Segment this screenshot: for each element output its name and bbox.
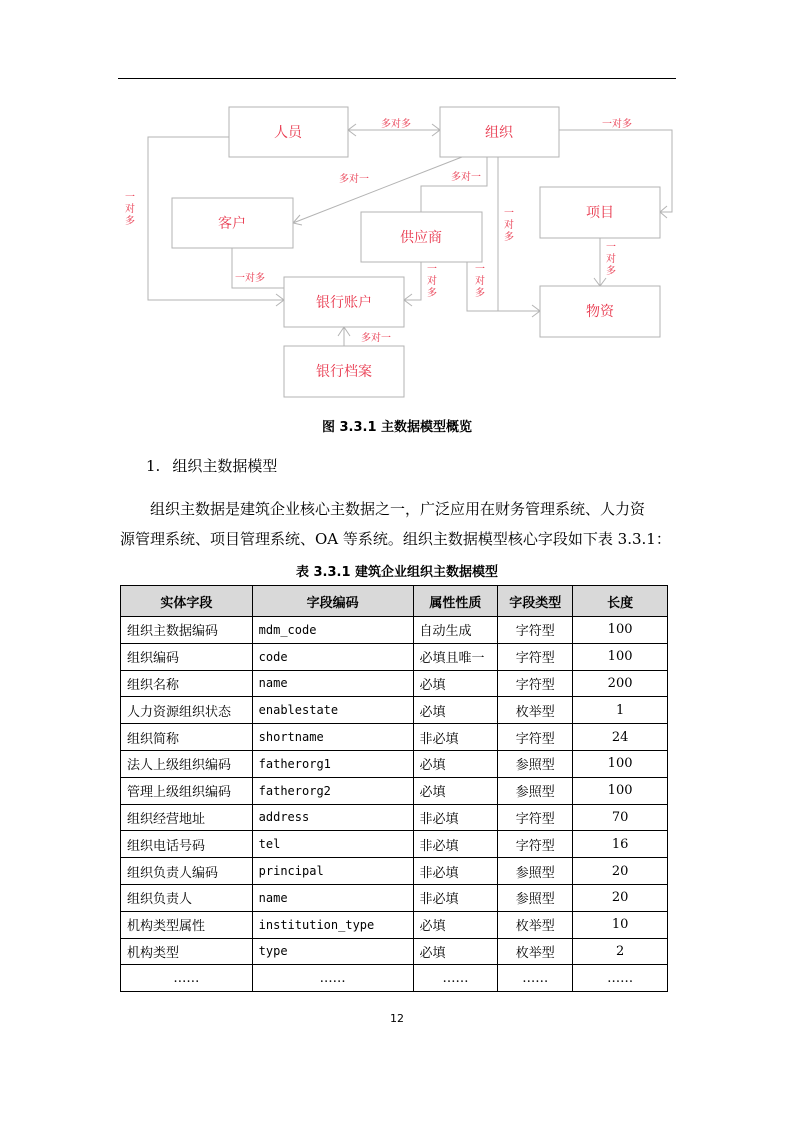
table-cell: 100 — [573, 777, 668, 804]
table-cell: 70 — [573, 804, 668, 831]
table-cell: …… — [498, 965, 573, 992]
table-cell: 机构类型 — [121, 938, 253, 965]
table-cell: mdm_code — [252, 617, 413, 644]
relation-label: 多对一 — [361, 333, 391, 344]
body-paragraph-line2: 源管理系统、项目管理系统、OA 等系统。组织主数据模型核心字段如下表 3.3.1： — [120, 530, 671, 548]
entity-label-project: 项目 — [586, 205, 614, 221]
table-row — [121, 911, 668, 938]
table-cell: address — [252, 804, 413, 831]
table-cell: 必填 — [413, 670, 498, 697]
table-cell: 参照型 — [498, 884, 573, 911]
table-cell: code — [252, 643, 413, 670]
table-row — [121, 938, 668, 965]
table-cell: fatherorg1 — [252, 750, 413, 777]
table-cell: 非必填 — [413, 831, 498, 858]
relation-label: 一对多 — [602, 119, 632, 130]
entity-label-bank-archive: 银行档案 — [316, 364, 372, 380]
data-table — [120, 585, 668, 992]
table-cell: 参照型 — [498, 858, 573, 885]
table-cell: 组织编码 — [121, 643, 253, 670]
table-cell: name — [252, 884, 413, 911]
table-cell: 100 — [573, 617, 668, 644]
section-heading — [146, 455, 277, 476]
table-row — [121, 724, 668, 751]
table-cell: …… — [121, 965, 253, 992]
table-cell: 字符型 — [498, 804, 573, 831]
table-cell: …… — [252, 965, 413, 992]
table-cell: 字符型 — [498, 724, 573, 751]
entity-label-customer: 客户 — [218, 216, 246, 232]
table-cell: 非必填 — [413, 884, 498, 911]
table-cell: 必填 — [413, 911, 498, 938]
table-cell: type — [252, 938, 413, 965]
entity-label-bank-account: 银行账户 — [316, 295, 372, 311]
relation-label-vertical: 一对多 — [427, 264, 437, 299]
relation-label: 多对一 — [451, 172, 481, 183]
er-diagram — [0, 0, 794, 410]
relation-label: 多对多 — [381, 119, 411, 130]
table-cell: 组织经营地址 — [121, 804, 253, 831]
table-cell: 组织负责人编码 — [121, 858, 253, 885]
table-cell: 组织名称 — [121, 670, 253, 697]
entity-label-supplier: 供应商 — [400, 230, 442, 246]
section-title: 组织主数据模型 — [172, 457, 278, 475]
line-supplier-org — [421, 157, 487, 212]
line-supplier-account — [404, 262, 421, 300]
section-number: 1. — [146, 457, 161, 475]
column-header: 字段类型 — [498, 586, 573, 617]
table-cell: 字符型 — [498, 831, 573, 858]
table-cell: 参照型 — [498, 777, 573, 804]
table-row — [121, 965, 668, 992]
table-cell: 组织负责人 — [121, 884, 253, 911]
table-cell: 枚举型 — [498, 938, 573, 965]
column-header: 实体字段 — [121, 586, 253, 617]
table-row — [121, 858, 668, 885]
relation-label-vertical: 一对多 — [504, 208, 514, 243]
table-cell: 必填且唯一 — [413, 643, 498, 670]
table-cell: 必填 — [413, 697, 498, 724]
table-cell: principal — [252, 858, 413, 885]
table-row — [121, 750, 668, 777]
table-row — [121, 617, 668, 644]
table-cell: 必填 — [413, 777, 498, 804]
table-cell: 必填 — [413, 750, 498, 777]
column-header: 长度 — [573, 586, 668, 617]
figure-caption: 图 3.3.1 主数据模型概览 — [321, 420, 473, 435]
table-cell: 100 — [573, 750, 668, 777]
table-row — [121, 777, 668, 804]
table-cell: 2 — [573, 938, 668, 965]
column-header: 字段编码 — [252, 586, 413, 617]
table-cell: 非必填 — [413, 858, 498, 885]
table-cell: 参照型 — [498, 750, 573, 777]
table-cell: 16 — [573, 831, 668, 858]
table-cell: shortname — [252, 724, 413, 751]
table-cell: 组织电话号码 — [121, 831, 253, 858]
relation-label: 一对多 — [235, 273, 265, 284]
table-cell: 法人上级组织编码 — [121, 750, 253, 777]
table-cell: 24 — [573, 724, 668, 751]
body-paragraph-line1: 组织主数据是建筑企业核心主数据之一，广泛应用在财务管理系统、人力资 — [150, 500, 646, 518]
table-cell: 枚举型 — [498, 697, 573, 724]
table-cell: 管理上级组织编码 — [121, 777, 253, 804]
table-cell: 字符型 — [498, 670, 573, 697]
table-cell: …… — [413, 965, 498, 992]
column-header: 属性性质 — [413, 586, 498, 617]
table-cell: 非必填 — [413, 724, 498, 751]
table-cell: 字符型 — [498, 617, 573, 644]
table-cell: fatherorg2 — [252, 777, 413, 804]
table-cell: …… — [573, 965, 668, 992]
table-cell: institution_type — [252, 911, 413, 938]
table-row — [121, 697, 668, 724]
table-cell: tel — [252, 831, 413, 858]
table-cell: 非必填 — [413, 804, 498, 831]
table-cell: 组织简称 — [121, 724, 253, 751]
table-cell: 100 — [573, 643, 668, 670]
entity-label-personnel: 人员 — [274, 125, 302, 141]
entity-label-materials: 物资 — [586, 304, 614, 320]
table-cell: 自动生成 — [413, 617, 498, 644]
relation-label: 多对一 — [339, 174, 369, 185]
table-row — [121, 884, 668, 911]
table-cell: 10 — [573, 911, 668, 938]
table-row — [121, 831, 668, 858]
table-cell: 200 — [573, 670, 668, 697]
relation-label-vertical: 一对多 — [475, 264, 485, 299]
table-cell: 人力资源组织状态 — [121, 697, 253, 724]
table-header-row — [121, 586, 668, 617]
table-cell: 必填 — [413, 938, 498, 965]
table-caption: 表 3.3.1 建筑企业组织主数据模型 — [295, 565, 499, 580]
table-cell: 字符型 — [498, 643, 573, 670]
table-cell: 20 — [573, 884, 668, 911]
entity-label-organization: 组织 — [485, 125, 513, 141]
page-number: 12 — [390, 1012, 404, 1025]
table-row — [121, 670, 668, 697]
relation-label-vertical: 一对多 — [606, 242, 616, 277]
table-cell: enablestate — [252, 697, 413, 724]
table-cell: name — [252, 670, 413, 697]
relation-label-vertical: 一对多 — [125, 192, 135, 227]
table-cell: 1 — [573, 697, 668, 724]
table-row — [121, 643, 668, 670]
table-cell: 机构类型属性 — [121, 911, 253, 938]
table-cell: 组织主数据编码 — [121, 617, 253, 644]
table-cell: 枚举型 — [498, 911, 573, 938]
table-cell: 20 — [573, 858, 668, 885]
table-row — [121, 804, 668, 831]
